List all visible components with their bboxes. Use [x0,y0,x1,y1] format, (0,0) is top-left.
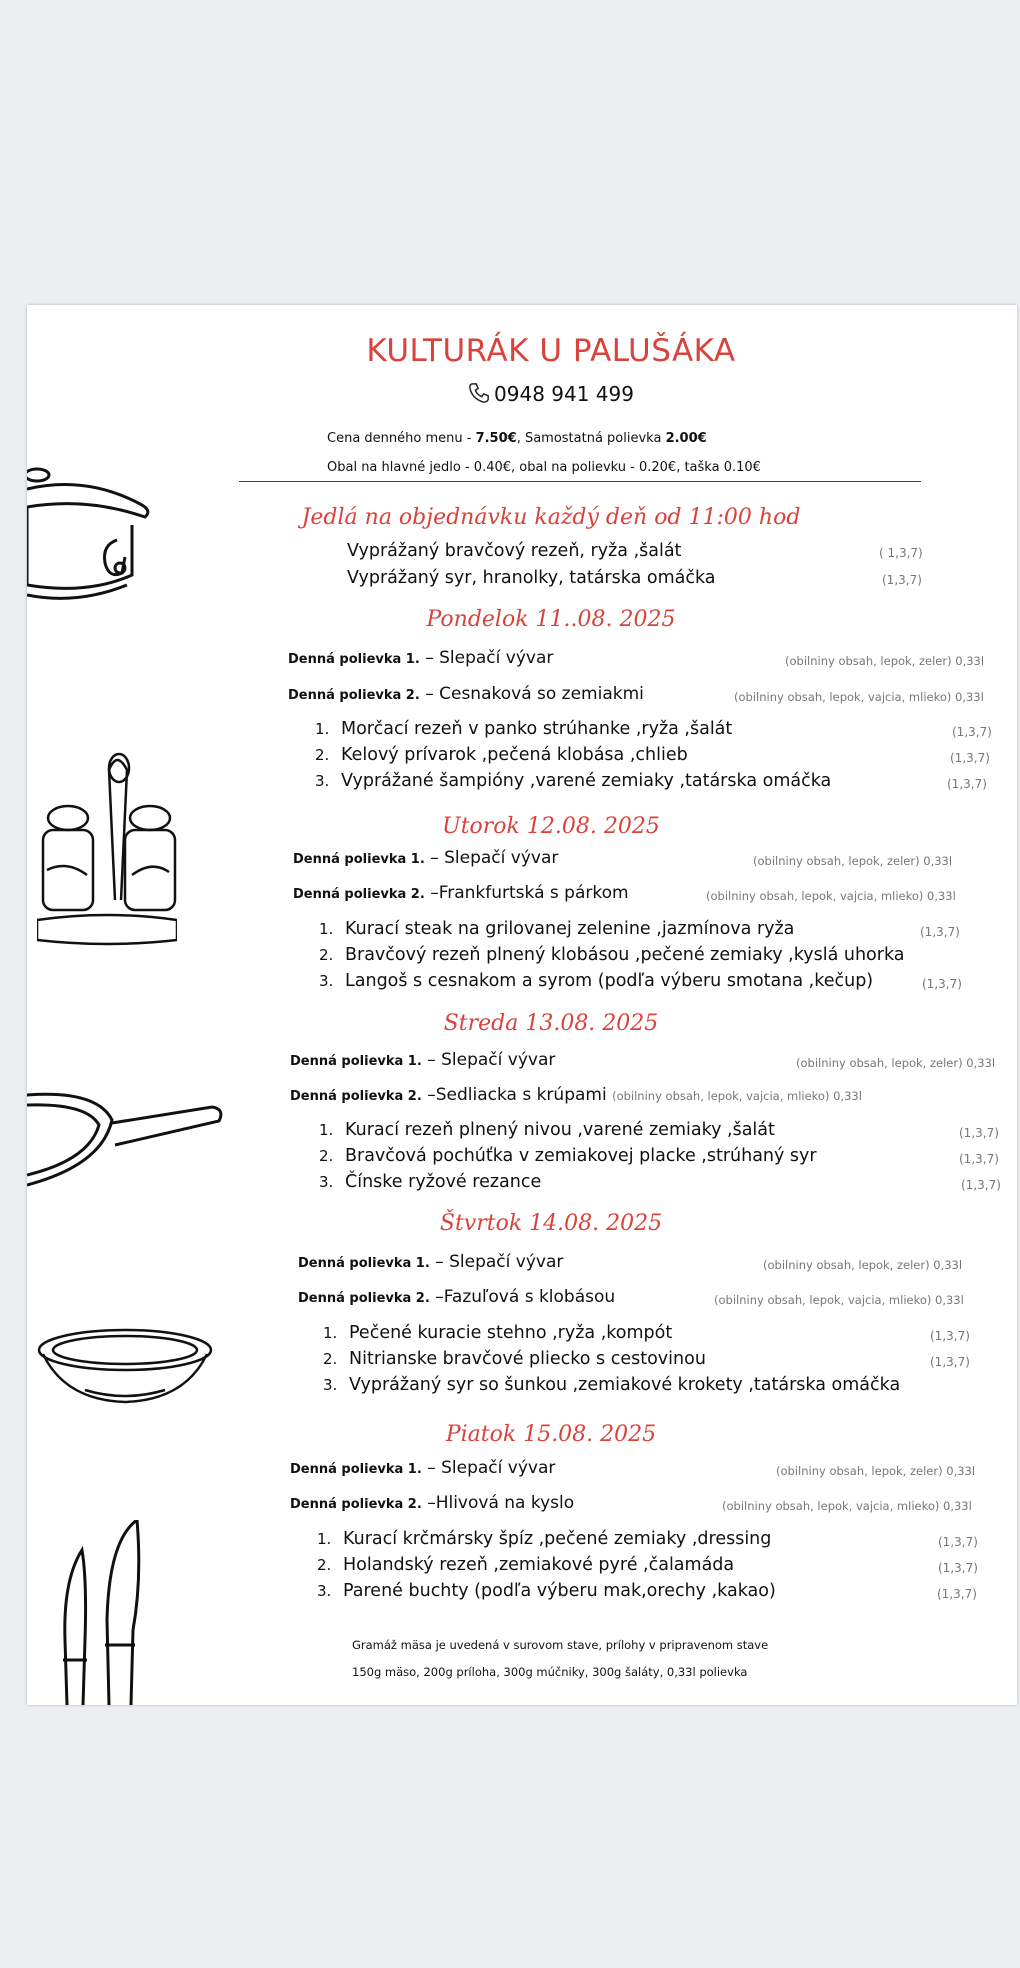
soup-label: Denná polievka 1. [293,852,425,867]
soup-name: Slepačí vývar [441,1050,556,1070]
day-title-friday: Piatok 15.08. 2025 [445,1422,657,1447]
soup-allergens: (obilniny obsah, lepok, zeler) 0,33l [763,1258,963,1272]
meal-number: 2. [319,946,334,964]
price-text-2: , Samostatná polievka [516,431,666,446]
meal-name: Morčací rezeň v panko strúhanke ,ryža ,šalát [341,719,733,739]
bowl-illustration [35,1320,215,1410]
meal-name: Čínske ryžové rezance [345,1172,542,1192]
meal-number: 1. [319,1121,334,1139]
soup-allergens: (obilniny obsah, lepok, vajcia, mlieko) 0,33l [706,889,956,903]
soup-allergens: (obilniny obsah, lepok, vajcia, mlieko) 0,33l [722,1499,972,1513]
footer-portions: 150g mäso, 200g príloha, 300g múčniky, 300g šaláty, 0,33l polievka [352,1665,748,1679]
meal-name: Langoš s cesnakom a syrom (podľa výberu smotana ,kečup) [345,971,874,991]
meal-number: 2. [317,1556,332,1574]
soup-line [290,1085,862,1105]
soup-allergens: (obilniny obsah, lepok, vajcia, mlieko) 0,33l [612,1089,862,1103]
meal-name: Kurací krčmársky špíz ,pečené zemiaky ,dressing [343,1529,772,1549]
meal-item [315,745,688,765]
soup-name: Frankfurtská s párkom [438,883,629,903]
soup-line [290,1493,574,1513]
meal-name: Kurací steak na grilovanej zelenine ,jazmínova ryža [345,919,795,939]
soup-label: Denná polievka 2. [290,1089,422,1104]
soup-price: 2.00€ [665,431,707,446]
order-section-title: Jedlá na objednávku každý deň od 11:00 hod [301,505,801,530]
soup-dash: – [419,648,440,668]
soup-name: Cesnaková so zemiakmi [439,684,644,704]
meal-item [319,1120,775,1140]
phone-number: 0948 941 499 [494,382,634,406]
meal-number: 2. [319,1147,334,1165]
soup-line [298,1287,615,1307]
soup-label: Denná polievka 2. [290,1497,422,1512]
soup-label: Denná polievka 2. [288,688,420,703]
frying-pan-illustration [27,1085,227,1195]
soup-label: Denná polievka 1. [290,1462,422,1477]
day-title-tuesday: Utorok 12.08. 2025 [442,814,660,839]
meal-number: 1. [323,1324,338,1342]
soup-dash: – [429,1287,444,1307]
soup-label: Denná polievka 2. [298,1291,430,1306]
soup-label: Denná polievka 1. [298,1256,430,1271]
meal-item [317,1555,734,1575]
menu-sheet [27,305,1017,1705]
meal-number: 1. [317,1530,332,1548]
price-text: Cena denného menu - [327,431,476,446]
meal-name: Nitrianske bravčové pliecko s cestovinou [349,1349,706,1369]
soup-line [290,1050,555,1070]
soup-allergens: (obilniny obsah, lepok, zeler) 0,33l [753,854,953,868]
meal-code: (1,3,7) [959,1152,999,1166]
soup-dash: – [419,684,440,704]
meal-number: 3. [323,1376,338,1394]
soup-allergens: (obilniny obsah, lepok, vajcia, mlieko) 0,33l [714,1293,964,1307]
knives-illustration [47,1520,157,1705]
meal-code: (1,3,7) [959,1126,999,1140]
soup-name: Slepačí vývar [441,1458,556,1478]
order-item-allergens: (1,3,7) [882,573,922,587]
meal-name: Vyprážané šampióny ,varené zemiaky ,tatárska omáčka [341,771,832,791]
meal-number: 1. [319,920,334,938]
meal-number: 2. [323,1350,338,1368]
soup-dash: – [429,1252,450,1272]
soup-label: Denná polievka 1. [288,652,420,667]
day-title-thursday: Štvrtok 14.08. 2025 [439,1211,663,1236]
soup-dash: – [421,1085,436,1105]
soup-line [293,848,558,868]
soup-dash: – [421,1050,442,1070]
soup-line [288,648,553,668]
divider [239,481,921,482]
meal-name: Parené buchty (podľa výberu mak,orechy ,kakao) [343,1581,776,1601]
meal-code: (1,3,7) [961,1178,1001,1192]
soup-allergens: (obilniny obsah, lepok, vajcia, mlieko) 0,33l [734,690,984,704]
meal-item [317,1581,776,1601]
meal-code: (1,3,7) [947,777,987,791]
order-item: Vyprážaný syr, hranolky, tatárska omáčka [347,568,716,588]
meal-code: (1,3,7) [937,1587,977,1601]
meal-code: (1,3,7) [930,1329,970,1343]
meal-item [317,1529,771,1549]
salt-pepper-illustration [37,750,177,950]
meal-code: (1,3,7) [920,925,960,939]
meal-name: Bravčový rezeň plnený klobásou ,pečené zemiaky ,kyslá uhorka [345,945,905,965]
meal-item [319,971,873,991]
meal-item [319,1172,541,1192]
soup-name: Hlivová na kyslo [435,1493,575,1513]
price-line [327,431,707,446]
soup-allergens: (obilniny obsah, lepok, zeler) 0,33l [776,1464,976,1478]
phone-icon [468,381,490,405]
soup-line [298,1252,563,1272]
meal-number: 1. [315,720,330,738]
meal-name: Bravčová pochúťka v zemiakovej placke ,strúhaný syr [345,1146,817,1166]
day-title-wednesday: Streda 13.08. 2025 [443,1011,659,1036]
meal-item [323,1375,900,1395]
soup-name: Slepačí vývar [439,648,554,668]
meal-number: 2. [315,746,330,764]
meal-name: Kelový prívarok ,pečená klobása ,chlieb [341,745,688,765]
meal-name: Pečené kuracie stehno ,ryža ,kompót [349,1323,673,1343]
meal-item [323,1323,672,1343]
meal-code: (1,3,7) [922,977,962,991]
soup-label: Denná polievka 2. [293,887,425,902]
packaging-line: Obal na hlavné jedlo - 0.40€, obal na polievku - 0.20€, taška 0.10€ [327,460,761,475]
meal-code: (1,3,7) [950,751,990,765]
footer-note: Gramáž mäsa je uvedená v surovom stave, prílohy v pripravenom stave [352,1638,769,1652]
meal-number: 3. [315,772,330,790]
soup-name: Fazuľová s klobásou [443,1287,616,1307]
soup-name: Slepačí vývar [449,1252,564,1272]
meal-name: Holandský rezeň ,zemiakové pyré ,čalamáda [343,1555,735,1575]
meal-item [323,1349,706,1369]
meal-item [315,771,831,791]
meal-item [319,945,905,965]
order-item-allergens: ( 1,3,7) [879,546,923,560]
soup-line [290,1458,555,1478]
soup-line [288,684,644,704]
meal-name: Vyprážaný syr so šunkou ,zemiakové krokety ,tatárska omáčka [349,1375,901,1395]
meal-code: (1,3,7) [938,1535,978,1549]
meal-number: 3. [319,972,334,990]
soup-line [293,883,629,903]
soup-dash: – [424,883,439,903]
meal-number: 3. [319,1173,334,1191]
soup-allergens: (obilniny obsah, lepok, zeler) 0,33l [785,654,985,668]
meal-code: (1,3,7) [930,1355,970,1369]
restaurant-title: KULTURÁK U PALUŠÁKA [366,333,736,369]
soup-dash: – [421,1458,442,1478]
soup-dash: – [421,1493,436,1513]
meal-item [319,919,794,939]
soup-dash: – [424,848,445,868]
meal-code: (1,3,7) [938,1561,978,1575]
order-item: Vyprážaný bravčový rezeň, ryža ,šalát [347,541,682,561]
menu-price: 7.50€ [475,431,517,446]
soup-label: Denná polievka 1. [290,1054,422,1069]
meal-code: (1,3,7) [952,725,992,739]
phone-number-line [27,381,1020,406]
meal-item [315,719,732,739]
meal-name: Kurací rezeň plnený nivou ,varené zemiaky ,šalát [345,1120,775,1140]
meal-item [319,1146,817,1166]
soup-allergens: (obilniny obsah, lepok, zeler) 0,33l [796,1056,996,1070]
soup-name: Slepačí vývar [444,848,559,868]
meal-number: 3. [317,1582,332,1600]
day-title-monday: Pondelok 11..08. 2025 [426,607,676,632]
soup-name: Sedliacka s krúpami [435,1085,607,1105]
